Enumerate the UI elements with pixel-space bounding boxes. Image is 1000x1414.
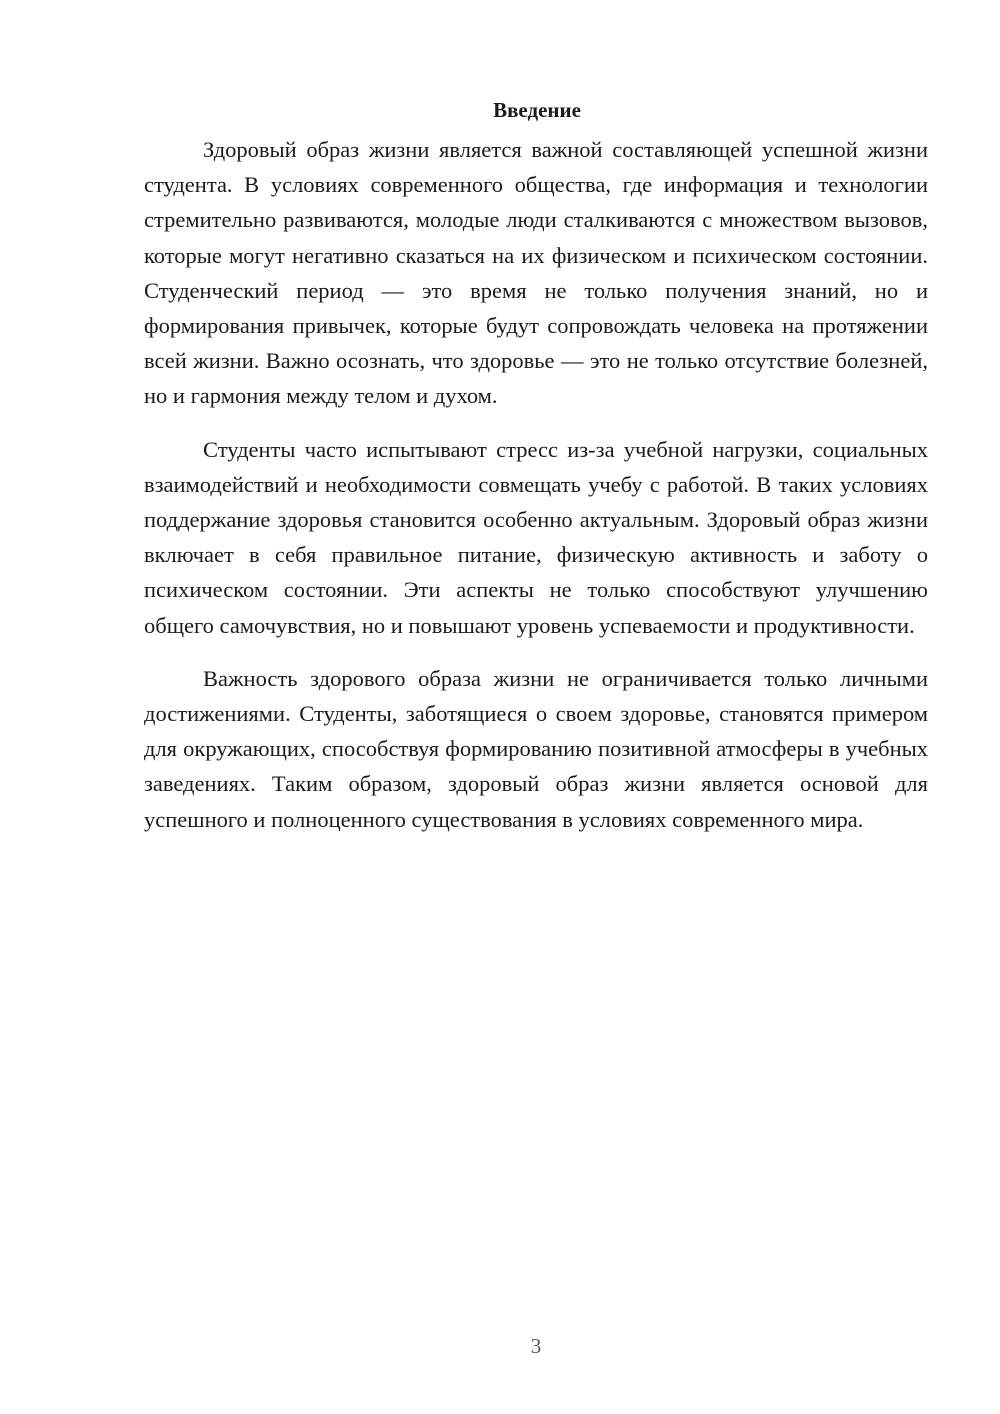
page-number: 3 <box>530 1334 542 1358</box>
section-heading: Введение <box>493 98 581 122</box>
paragraph-3: Важность здорового образа жизни не ограничивается только личными достижениями. Студенты, заботящиеся о своем здоровье, становятся примером для окружающих, способствуя формированию позитивной атмосферы в учебных заведениях. Таким образом, здоровый образ жизни является основой для успешного и полноценного существования в условиях современного мира. <box>144 665 928 832</box>
paragraph-2: Студенты часто испытывают стресс из-за учебной нагрузки, социальных взаимодействий и необходимости совмещать учебу с работой. В таких условиях поддержание здоровья становится особенно актуальным. Здоровый образ жизни включает в себя правильное питание, физическую активность и заботу о психическом состоянии. Эти аспекты не только способствуют улучшению общего самочувствия, но и повышают уровень успеваемости и продуктивности. <box>144 436 928 638</box>
paragraph-1: Здоровый образ жизни является важной составляющей успешной жизни студента. В условиях современного общества, где информация и технологии стремительно развиваются, молодые люди сталкиваются с множеством вызовов, которые могут негативно сказаться на их физическом и психическом состоянии. Студенческий период — это время не только получения знаний, но и формирования привычек, которые будут сопровождать человека на протяжении всей жизни. Важно осознать, что здоровье — это не только отсутствие болезней, но и гармония между телом и духом. <box>144 137 928 409</box>
page-content <box>144 94 928 855</box>
